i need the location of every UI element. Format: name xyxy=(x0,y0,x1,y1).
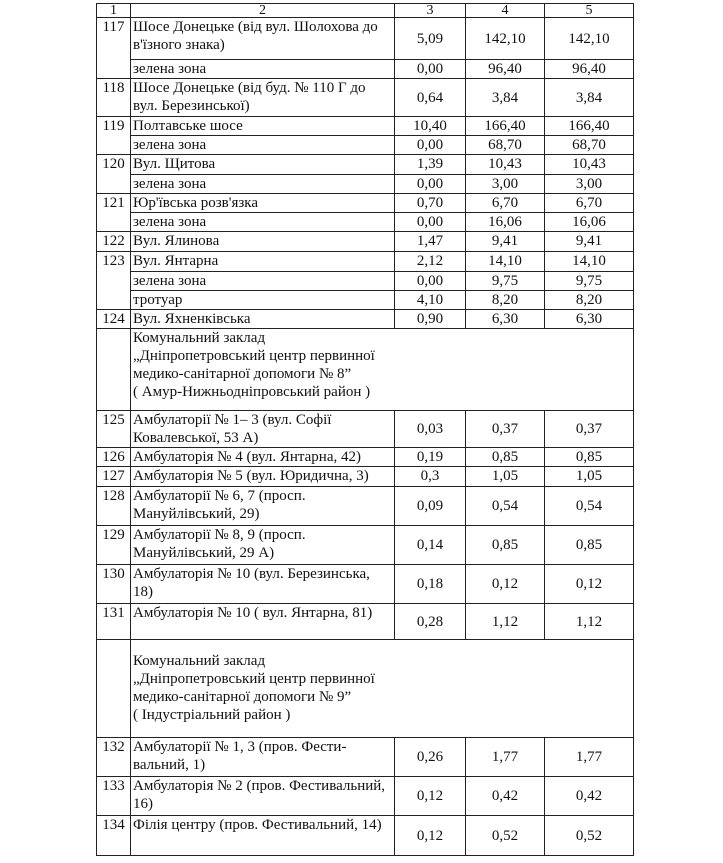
section-number-cell xyxy=(97,640,131,738)
row-name: Амбулаторії № 1– 3 (вул. Софії Ковалевської, 53 А) xyxy=(131,411,395,448)
row-col5: 0,42 xyxy=(545,777,634,816)
table-row xyxy=(97,60,634,79)
row-col3: 4,10 xyxy=(395,291,466,310)
table-row xyxy=(97,155,634,175)
row-name: Вул. Щитова xyxy=(131,155,395,175)
row-col4: 10,43 xyxy=(466,155,545,175)
section-row xyxy=(97,640,634,738)
row-name: Філія центру (пров. Фестивальний, 14) xyxy=(131,816,395,856)
table-row xyxy=(97,272,634,291)
row-col5: 3,84 xyxy=(545,79,634,117)
table-row xyxy=(97,252,634,272)
row-number: 126 xyxy=(97,448,131,467)
row-col3: 0,28 xyxy=(395,604,466,640)
row-col5: 10,43 xyxy=(545,155,634,175)
row-name: зелена зона xyxy=(131,213,395,232)
row-col5: 142,10 xyxy=(545,18,634,60)
row-col5: 6,70 xyxy=(545,194,634,213)
table-row xyxy=(97,467,634,487)
row-name: Полтавське шосе xyxy=(131,117,395,136)
row-col5: 16,06 xyxy=(545,213,634,232)
row-col5: 166,40 xyxy=(545,117,634,136)
row-name: Шосе Донецьке (від буд. № 110 Г до вул. Березинської) xyxy=(131,79,395,117)
table-row xyxy=(97,777,634,816)
row-number: 125 xyxy=(97,411,131,448)
table-row xyxy=(97,565,634,604)
row-col5: 1,77 xyxy=(545,738,634,777)
row-col3: 0,3 xyxy=(395,467,466,487)
row-col3: 0,90 xyxy=(395,310,466,329)
row-name: Амбулаторії № 8, 9 (просп. Мануйлівський, 29 А) xyxy=(131,526,395,565)
row-name: Амбулаторії № 6, 7 (просп. Мануйлівський, 29) xyxy=(131,487,395,526)
section-title-line: „Дніпропетровський центр первинної xyxy=(133,671,375,687)
row-number: 121 xyxy=(97,194,131,232)
row-col5: 9,41 xyxy=(545,232,634,252)
row-name: тротуар xyxy=(131,291,395,310)
row-col5: 6,30 xyxy=(545,310,634,329)
row-col5: 3,00 xyxy=(545,175,634,194)
row-name: Юр'ївська розв'язка xyxy=(131,194,395,213)
table-row xyxy=(97,411,634,448)
row-col3: 0,00 xyxy=(395,213,466,232)
row-name: Амбулаторія № 5 (вул. Юридична, 3) xyxy=(131,467,395,487)
row-name: Вул. Яхненківська xyxy=(131,310,395,329)
section-title-line: медико-санітарної допомоги № 9” xyxy=(133,689,352,705)
row-col3: 0,09 xyxy=(395,487,466,526)
row-col4: 0,37 xyxy=(466,411,545,448)
row-col4: 0,12 xyxy=(466,565,545,604)
row-col3: 5,09 xyxy=(395,18,466,60)
data-table xyxy=(96,3,634,856)
row-col4: 0,85 xyxy=(466,526,545,565)
row-col4: 0,54 xyxy=(466,487,545,526)
row-number: 118 xyxy=(97,79,131,117)
row-col3: 0,12 xyxy=(395,816,466,856)
row-col5: 68,70 xyxy=(545,136,634,155)
row-col3: 0,00 xyxy=(395,175,466,194)
table-row xyxy=(97,79,634,117)
row-col5: 9,75 xyxy=(545,272,634,291)
row-col4: 3,00 xyxy=(466,175,545,194)
section-title xyxy=(131,640,634,738)
row-col4: 9,75 xyxy=(466,272,545,291)
row-name: зелена зона xyxy=(131,175,395,194)
row-col4: 96,40 xyxy=(466,60,545,79)
row-col3: 0,26 xyxy=(395,738,466,777)
table-row xyxy=(97,232,634,252)
row-col5: 8,20 xyxy=(545,291,634,310)
row-number: 124 xyxy=(97,310,131,329)
row-col4: 14,10 xyxy=(466,252,545,272)
row-col3: 1,39 xyxy=(395,155,466,175)
row-col3: 0,14 xyxy=(395,526,466,565)
section-title-line: Комунальний заклад xyxy=(133,330,266,346)
table-row xyxy=(97,136,634,155)
section-title-line: ( Амур-Нижньодніпровський район ) xyxy=(133,384,371,400)
row-number: 128 xyxy=(97,487,131,526)
row-name: Шосе Донецьке (від вул. Шолохова до в'їзного знака) xyxy=(131,18,395,60)
row-col3: 10,40 xyxy=(395,117,466,136)
row-col3: 0,18 xyxy=(395,565,466,604)
row-col4: 68,70 xyxy=(466,136,545,155)
row-name: Вул. Ялинова xyxy=(131,232,395,252)
row-col5: 0,37 xyxy=(545,411,634,448)
table-row xyxy=(97,18,634,60)
row-col5: 0,54 xyxy=(545,487,634,526)
row-number: 130 xyxy=(97,565,131,604)
row-number: 117 xyxy=(97,18,131,79)
header-cell: 4 xyxy=(466,4,545,18)
table-row xyxy=(97,816,634,856)
section-title-line: „Дніпропетровський центр первинної xyxy=(133,348,375,364)
row-number: 122 xyxy=(97,232,131,252)
row-col4: 0,85 xyxy=(466,448,545,467)
table-header-row xyxy=(97,4,634,18)
row-col5: 0,12 xyxy=(545,565,634,604)
row-number: 127 xyxy=(97,467,131,487)
row-col5: 1,12 xyxy=(545,604,634,640)
row-number: 119 xyxy=(97,117,131,155)
row-name: Амбулаторія № 10 ( вул. Янтарна, 81) xyxy=(131,604,395,640)
row-number: 131 xyxy=(97,604,131,640)
header-cell: 3 xyxy=(395,4,466,18)
row-col4: 16,06 xyxy=(466,213,545,232)
section-number-cell xyxy=(97,329,131,411)
row-col4: 0,52 xyxy=(466,816,545,856)
row-col3: 0,70 xyxy=(395,194,466,213)
table-row xyxy=(97,213,634,232)
row-col5: 0,85 xyxy=(545,526,634,565)
header-cell: 2 xyxy=(131,4,395,18)
table-row xyxy=(97,487,634,526)
row-col4: 9,41 xyxy=(466,232,545,252)
row-number: 129 xyxy=(97,526,131,565)
section-row xyxy=(97,329,634,411)
row-col4: 166,40 xyxy=(466,117,545,136)
section-title-line: медико-санітарної допомоги № 8” xyxy=(133,366,352,382)
row-col5: 0,52 xyxy=(545,816,634,856)
row-col4: 6,70 xyxy=(466,194,545,213)
row-col3: 1,47 xyxy=(395,232,466,252)
row-col3: 0,00 xyxy=(395,136,466,155)
row-col3: 0,03 xyxy=(395,411,466,448)
row-col3: 0,00 xyxy=(395,60,466,79)
row-name: Амбулаторія № 10 (вул. Березинська, 18) xyxy=(131,565,395,604)
row-col3: 0,12 xyxy=(395,777,466,816)
row-col4: 0,42 xyxy=(466,777,545,816)
row-number: 132 xyxy=(97,738,131,777)
row-col3: 2,12 xyxy=(395,252,466,272)
table-row xyxy=(97,175,634,194)
row-number: 134 xyxy=(97,816,131,856)
table-row xyxy=(97,604,634,640)
row-name: Амбулаторія № 2 (пров. Фестивальний, 16) xyxy=(131,777,395,816)
row-number: 123 xyxy=(97,252,131,310)
row-col4: 142,10 xyxy=(466,18,545,60)
row-col4: 8,20 xyxy=(466,291,545,310)
row-col3: 0,00 xyxy=(395,272,466,291)
section-title-line: Комунальний заклад xyxy=(133,653,266,669)
header-cell: 1 xyxy=(97,4,131,18)
row-col4: 1,77 xyxy=(466,738,545,777)
row-col4: 1,05 xyxy=(466,467,545,487)
row-name: Вул. Янтарна xyxy=(131,252,395,272)
table-row xyxy=(97,117,634,136)
row-name: Амбулаторії № 1, 3 (пров. Фести-вальний, 1) xyxy=(131,738,395,777)
table-row xyxy=(97,526,634,565)
row-name: зелена зона xyxy=(131,136,395,155)
table-row xyxy=(97,291,634,310)
row-col3: 0,19 xyxy=(395,448,466,467)
row-col5: 96,40 xyxy=(545,60,634,79)
table-row xyxy=(97,310,634,329)
row-col4: 6,30 xyxy=(466,310,545,329)
row-name: зелена зона xyxy=(131,272,395,291)
row-number: 120 xyxy=(97,155,131,194)
section-title xyxy=(131,329,634,411)
row-name: зелена зона xyxy=(131,60,395,79)
row-col4: 3,84 xyxy=(466,79,545,117)
header-cell: 5 xyxy=(545,4,634,18)
row-number: 133 xyxy=(97,777,131,816)
row-name: Амбулаторія № 4 (вул. Янтарна, 42) xyxy=(131,448,395,467)
row-col5: 1,05 xyxy=(545,467,634,487)
row-col5: 14,10 xyxy=(545,252,634,272)
table-row xyxy=(97,194,634,213)
row-col3: 0,64 xyxy=(395,79,466,117)
section-title-line: ( Індустріальний район ) xyxy=(133,707,291,723)
table-row xyxy=(97,448,634,467)
row-col5: 0,85 xyxy=(545,448,634,467)
row-col4: 1,12 xyxy=(466,604,545,640)
table-row xyxy=(97,738,634,777)
